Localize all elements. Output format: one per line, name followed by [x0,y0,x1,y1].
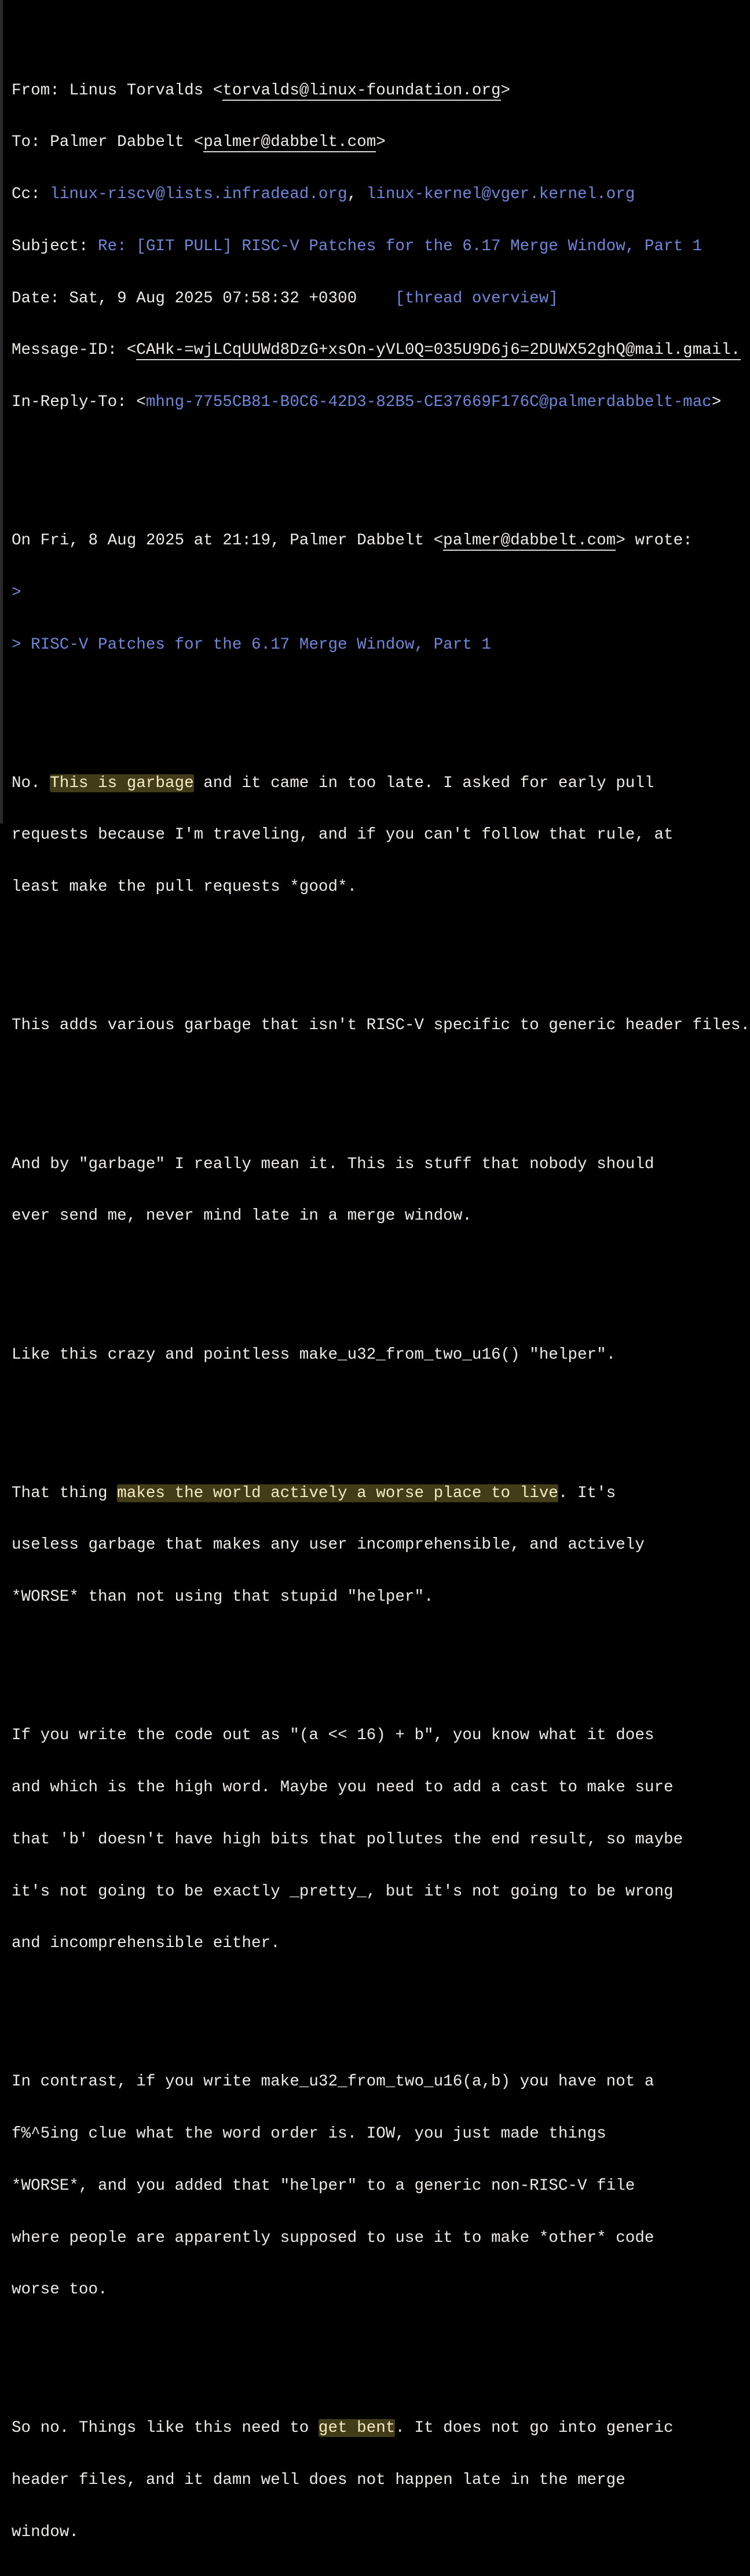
body-line: header files, and it damn well does not happen late in the merge [12,2471,625,2490]
body-line: So no. Things like this need to get bent. It does not go into generic [12,2419,674,2438]
quoted-line-1: > [12,583,21,602]
body-line: This adds various garbage that isn't RISC-V specific to generic header files. [12,1016,750,1035]
body-line: that 'b' doesn't have high bits that pollutes the end result, so maybe [12,1830,683,1849]
email-message [12,30,750,2576]
header-cc: Cc: linux-riscv@lists.infradead.org, linux-kernel@vger.kernel.org [12,185,635,204]
header-message-id: Message-ID: <CAHk-=wjLCqUUWd8DzG+xsOn-yVL0Q=035U9D6j6=2DUWX52ghQ@mail.gmail. [12,341,741,360]
attribution-line: On Fri, 8 Aug 2025 at 21:19, Palmer Dabbelt <palmer@dabbelt.com> wrote: [12,532,693,550]
header-from: From: Linus Torvalds <torvalds@linux-foundation.org> [12,81,511,100]
body-line: least make the pull requests *good*. [12,878,357,897]
body-line: requests because I'm traveling, and if you can't follow that rule, at [12,826,674,844]
spacer [12,2351,740,2368]
spacer [12,705,740,723]
body-line: Like this crazy and pointless make_u32_from_two_u16() "helper". [12,1345,616,1364]
from-email[interactable]: torvalds@linux-foundation.org [222,81,501,100]
body-line: and which is the high word. Maybe you need to add a cast to make sure [12,1779,674,1797]
header-date: Date: Sat, 9 Aug 2025 07:58:32 +0300 [thread overview] [12,289,558,308]
body-line: If you write the code out as "(a << 16) + b", you know what it does [12,1726,654,1745]
spacer [12,1086,740,1104]
body-line: *WORSE*, and you added that "helper" to a generic non-RISC-V file [12,2176,635,2195]
header-to: To: Palmer Dabbelt <palmer@dabbelt.com> [12,133,386,152]
body-line: f%^5ing clue what the word order is. IOW, you just made things [12,2125,606,2143]
spacer [12,2004,740,2022]
quoted-line-2: > RISC-V Patches for the 6.17 Merge Window, Part 1 [12,635,491,654]
body-line: it's not going to be exactly _pretty_, but it's not going to be wrong [12,1882,674,1901]
thread-overview-link[interactable]: [thread overview] [395,289,558,308]
subject-link[interactable]: Re: [GIT PULL] RISC-V Patches for the 6.17 Merge Window, Part 1 [98,237,703,255]
window-left-edge [0,0,3,824]
highlight-this-is-garbage: This is garbage [50,774,194,792]
body-line: No. This is garbage and it came in too late. I asked for early pull [12,774,654,792]
body-line: ever send me, never mind late in a merge window. [12,1207,472,1225]
body-line: In contrast, if you write make_u32_from_two_u16(a,b) you have not a [12,2073,654,2091]
in-reply-to-link[interactable]: mhng-7755CB81-B0C6-42D3-82B5-CE37669F176C@palmerdabbelt-mac [145,393,712,411]
spacer [12,463,740,481]
message-id-value[interactable]: CAHk-=wjLCqUUWd8DzG+xsOn-yVL0Q=035U9D6j6=2DUWX52ghQ@mail.gmail. [136,341,741,360]
highlight-worse-place: makes the world actively a worse place to live [117,1484,558,1502]
body-line: useless garbage that makes any user incomprehensible, and actively [12,1536,645,1554]
attribution-email[interactable]: palmer@dabbelt.com [443,532,616,550]
spacer [12,1277,740,1294]
header-subject: Subject: Re: [GIT PULL] RISC-V Patches for the 6.17 Merge Window, Part 1 [12,237,703,255]
to-email[interactable]: palmer@dabbelt.com [203,133,376,152]
body-line: window. [12,2523,79,2541]
body-line: and incomprehensible either. [12,1934,280,1953]
cc-link-linux-riscv[interactable]: linux-riscv@lists.infradead.org [50,185,347,204]
cc-link-linux-kernel[interactable]: linux-kernel@vger.kernel.org [366,185,635,204]
body-line: *WORSE* than not using that stupid "helper". [12,1588,434,1607]
spacer [12,1658,740,1675]
body-line: worse too. [12,2281,108,2299]
spacer [12,1415,740,1433]
body-line: where people are apparently supposed to use it to make *other* code [12,2229,654,2247]
header-in-reply-to: In-Reply-To: <mhng-7755CB81-B0C6-42D3-82B5-CE37669F176C@palmerdabbelt-mac> [12,393,722,411]
body-line: And by "garbage" I really mean it. This is stuff that nobody should [12,1155,654,1173]
body-line: That thing makes the world actively a worse place to live. It's [12,1484,616,1502]
spacer [12,948,740,965]
highlight-get-bent: get bent [318,2419,396,2438]
